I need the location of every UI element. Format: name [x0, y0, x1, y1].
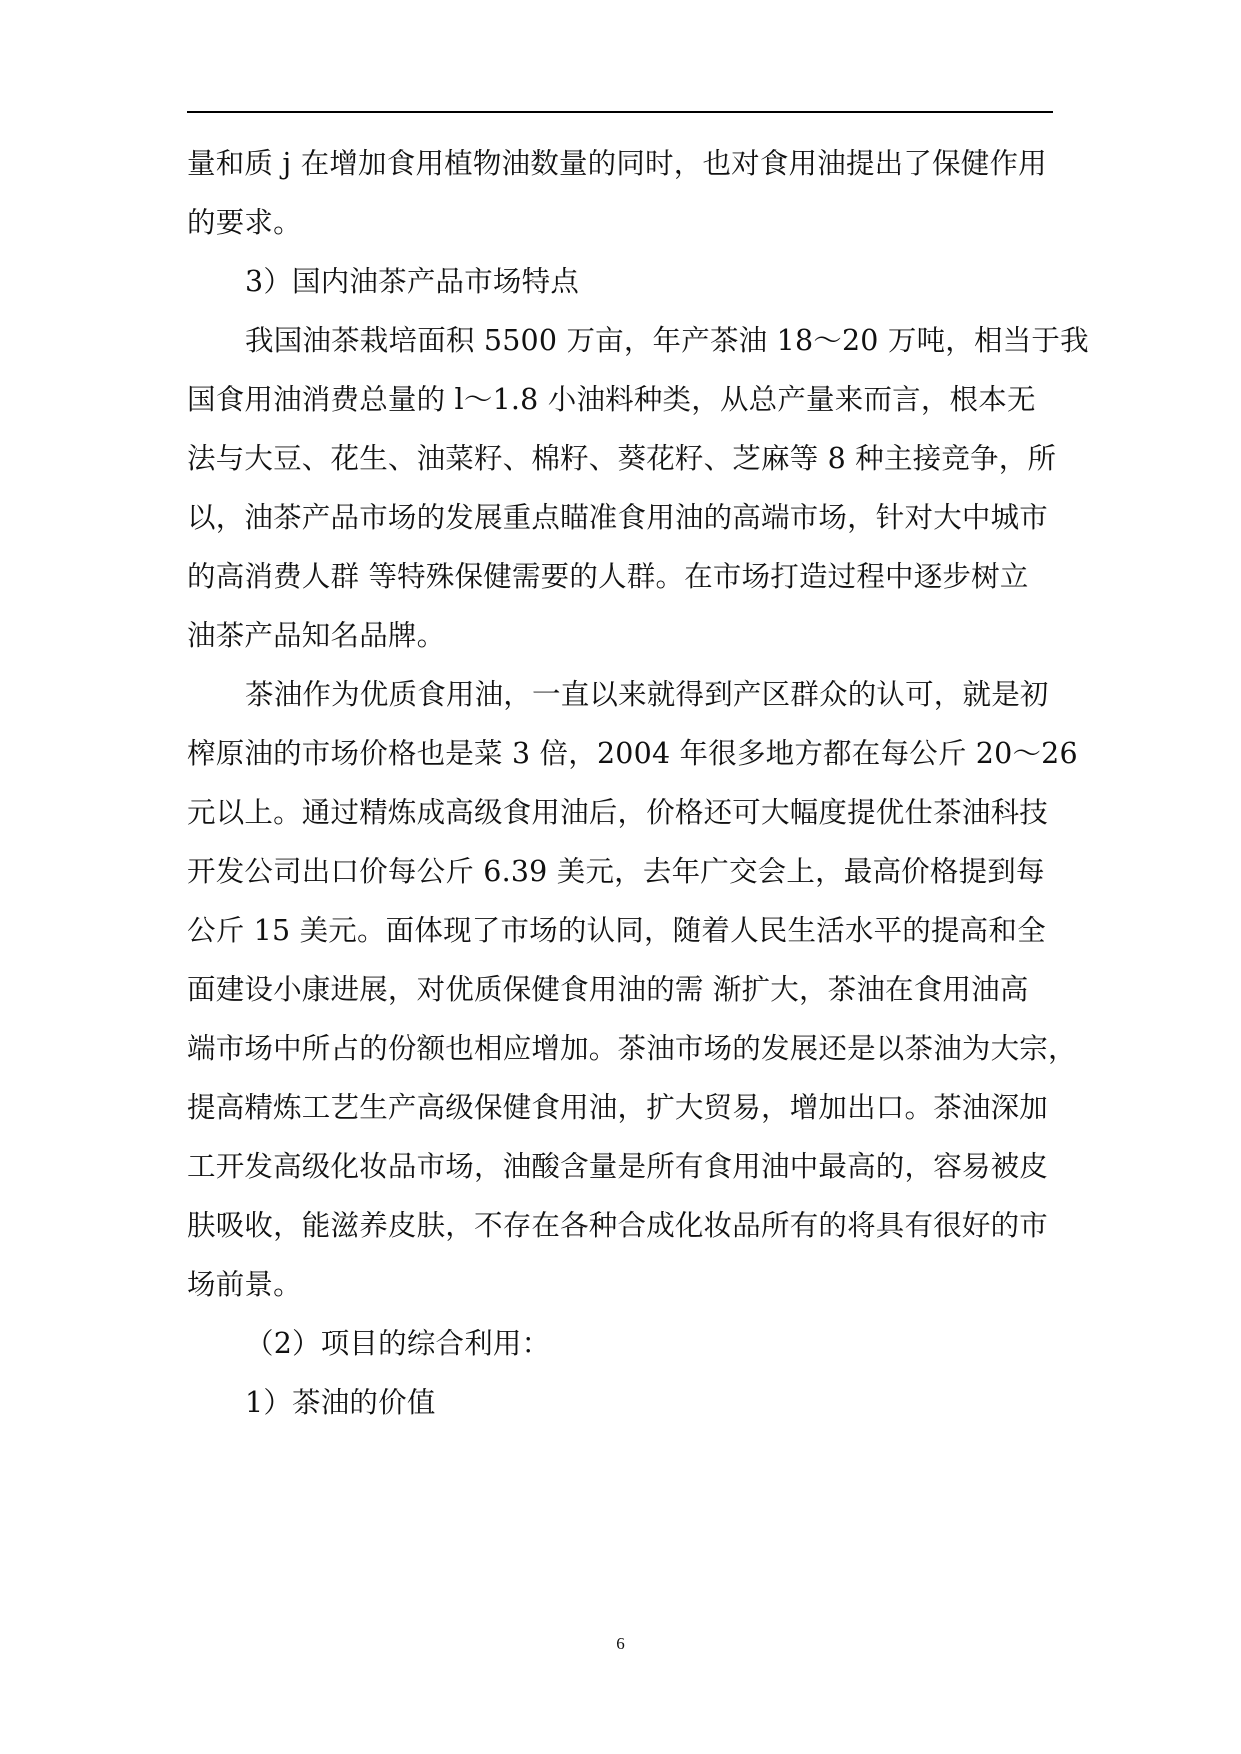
text-line: 肤吸收，能滋养皮肤，不存在各种合成化妆品所有的将具有很好的市: [187, 1209, 1049, 1242]
text-line: 面建设小康进展，对优质保健食用油的需 渐扩大，茶油在食用油高: [187, 973, 1029, 1006]
text-line: 场前景。: [187, 1268, 302, 1301]
text-line: 法与大豆、花生、油菜籽、棉籽、葵花籽、芝麻等 8 种主接竞争，所: [187, 442, 1057, 475]
text-line: 的高消费人群 等特殊保健需要的人群。在市场打造过程中逐步树立: [187, 560, 1029, 593]
text-line: 以，油茶产品市场的发展重点瞄准食用油的高端市场，针对大中城市: [187, 501, 1049, 534]
text-line: 元以上。通过精炼成高级食用油后，价格还可大幅度提优仕茶油科技: [187, 796, 1049, 829]
text-line: 提高精炼工艺生产高级保健食用油，扩大贸易，增加出口。茶油深加: [187, 1091, 1049, 1124]
page-number: 6: [616, 1634, 625, 1653]
text-line: 端市场中所占的份额也相应增加。茶油市场的发展还是以茶油为大宗，: [187, 1032, 1077, 1065]
text-line: 量和质 j 在增加食用植物油数量的同时，也对食用油提出了保健作用: [187, 147, 1047, 180]
text-line: 我国油茶栽培面积 5500 万亩，年产茶油 18～20 万吨，相当于我: [245, 324, 1089, 357]
section-heading: 3）国内油茶产品市场特点: [245, 265, 580, 298]
text-line: 开发公司出口价每公斤 6.39 美元，去年广交会上，最高价格提到每: [187, 855, 1045, 888]
text-line: 国食用油消费总量的 l～1.8 小油料种类，从总产量来而言，根本无: [187, 383, 1036, 416]
text-line: 公斤 15 美元。面体现了市场的认同，随着人民生活水平的提高和全: [187, 914, 1046, 947]
text-line: 茶油作为优质食用油，一直以来就得到产区群众的认可，就是初: [245, 678, 1049, 711]
text-line: 榨原油的市场价格也是菜 3 倍，2004 年很多地方都在每公斤 20～26: [187, 737, 1078, 770]
subsection-heading: 1）茶油的价值: [245, 1386, 436, 1419]
header-rule: [187, 111, 1053, 113]
text-line: 的要求。: [187, 206, 302, 239]
text-line: 工开发高级化妆品市场，油酸含量是所有食用油中最高的，容易被皮: [187, 1150, 1049, 1183]
section-heading: （2）项目的综合利用：: [245, 1327, 551, 1360]
text-line: 油茶产品知名品牌。: [187, 619, 446, 652]
